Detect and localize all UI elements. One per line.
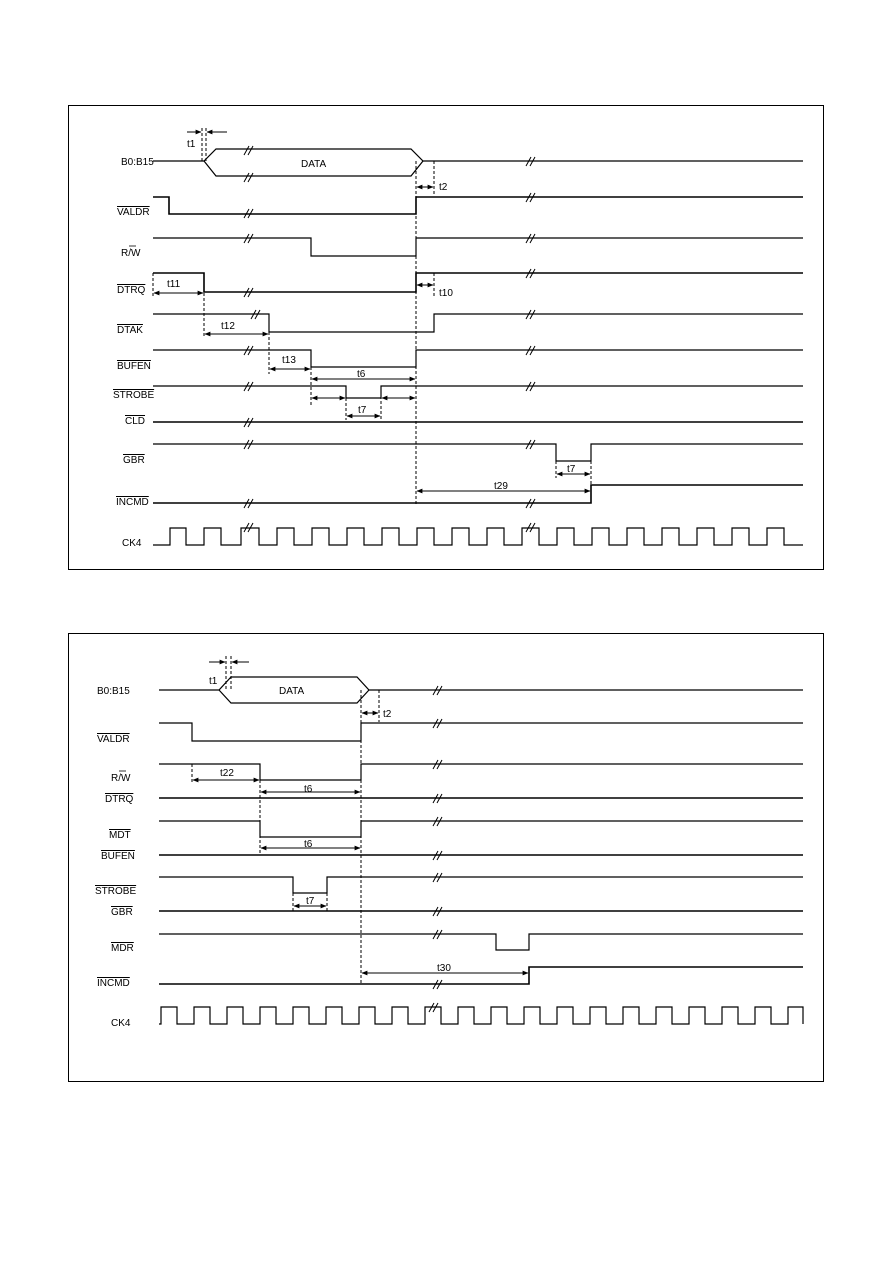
break-marks bbox=[244, 146, 535, 532]
signal-label-valdr: VALDR bbox=[97, 734, 130, 745]
waveform-incmd bbox=[153, 485, 803, 503]
signal-label-mdt: MDT bbox=[109, 830, 131, 841]
signal-label-dtak: DTAK bbox=[117, 325, 143, 336]
waveform-incmd bbox=[159, 967, 803, 984]
signal-label-incmd: INCMD bbox=[116, 497, 149, 508]
waveform-b0b15 bbox=[159, 677, 803, 703]
signal-label-strobe: STROBE bbox=[95, 886, 137, 897]
timing-diagram-1-svg bbox=[69, 106, 825, 571]
timing-label-t29: t29 bbox=[494, 481, 508, 492]
signal-label-mdr: MDR bbox=[111, 943, 134, 954]
timing-label-t7: t7 bbox=[306, 896, 315, 907]
signal-label-gbr: GBR bbox=[123, 455, 145, 466]
timing-label-t12: t12 bbox=[221, 321, 235, 332]
timing-label-t1: t1 bbox=[187, 139, 196, 150]
signal-label-b0b15: B0:B15 bbox=[97, 686, 130, 697]
signal-label-incmd: INCMD bbox=[97, 978, 130, 989]
waveform-mdr bbox=[159, 934, 803, 950]
waveform-ck4 bbox=[153, 528, 803, 545]
timing-label-t13: t13 bbox=[282, 355, 296, 366]
timing-label-t2: t2 bbox=[439, 182, 448, 193]
timing-diagram-write bbox=[68, 105, 824, 570]
timing-label-t2: t2 bbox=[383, 709, 392, 720]
signal-label-ck4: CK4 bbox=[111, 1018, 131, 1029]
signal-label-b0b15: B0:B15 bbox=[121, 157, 154, 168]
signal-label-valdr: VALDR bbox=[117, 207, 150, 218]
timing-diagram-read bbox=[68, 633, 824, 1082]
timing-diagram-2-svg bbox=[69, 634, 825, 1083]
signal-label-ck4: CK4 bbox=[122, 538, 142, 549]
timing-guides bbox=[153, 128, 591, 506]
signal-label-dtrq: DTRQ bbox=[117, 285, 146, 296]
timing-label-t6: t6 bbox=[357, 369, 366, 380]
waveform-dtak bbox=[153, 314, 803, 332]
signal-label-bufen: BUFEN bbox=[117, 361, 151, 372]
waveform-valdr bbox=[159, 723, 803, 741]
timing-arrows bbox=[154, 132, 590, 491]
waveform-valdr bbox=[153, 197, 803, 214]
signal-label-bufen: BUFEN bbox=[101, 851, 135, 862]
signal-label-cld: CLD bbox=[125, 416, 146, 427]
waveform-mdt bbox=[159, 821, 803, 837]
timing-guides bbox=[192, 656, 379, 984]
timing-label-t22: t22 bbox=[220, 768, 234, 779]
waveform-dtrq bbox=[153, 273, 803, 292]
timing-label-t7-strobe: t7 bbox=[358, 405, 367, 416]
data-label: DATA bbox=[279, 686, 305, 697]
waveform-rw bbox=[159, 764, 803, 780]
waveform-rw bbox=[153, 238, 803, 256]
signal-label-dtrq: DTRQ bbox=[105, 794, 134, 805]
timing-label-t1: t1 bbox=[209, 676, 218, 687]
waveform-b0b15 bbox=[153, 149, 803, 176]
signal-label-gbr: GBR bbox=[111, 907, 133, 918]
timing-label-t10: t10 bbox=[439, 288, 453, 299]
signal-label-rw: R/W bbox=[111, 773, 131, 784]
timing-label-t11: t11 bbox=[167, 279, 181, 290]
waveform-strobe bbox=[153, 386, 803, 398]
data-label: DATA bbox=[301, 159, 327, 170]
signal-label-strobe: STROBE bbox=[113, 390, 155, 401]
timing-label-t7-gbr: t7 bbox=[567, 464, 576, 475]
waveform-bufen bbox=[153, 350, 803, 367]
signal-label-rw: R/W bbox=[121, 248, 141, 259]
waveform-strobe bbox=[159, 877, 803, 893]
waveform-ck4 bbox=[159, 1007, 803, 1024]
timing-label-t30: t30 bbox=[437, 963, 451, 974]
timing-label-t6-dtrq: t6 bbox=[304, 784, 313, 795]
timing-label-t6-bufen: t6 bbox=[304, 839, 313, 850]
waveform-gbr bbox=[153, 444, 803, 461]
